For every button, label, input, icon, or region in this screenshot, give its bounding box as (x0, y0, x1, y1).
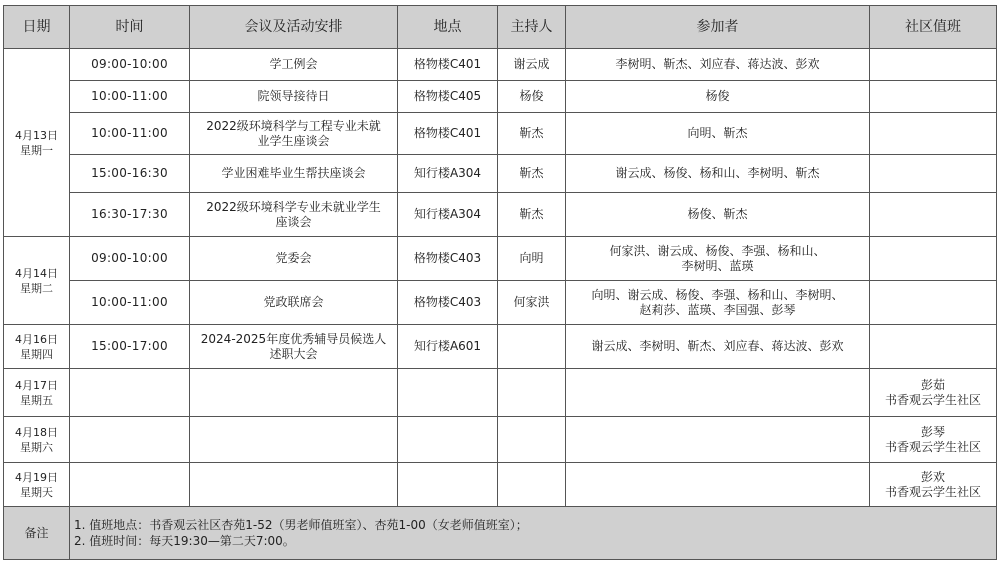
date-cell-line: 4月13日 (15, 128, 58, 142)
time-cell (70, 463, 190, 507)
table-row (4, 463, 997, 507)
date-cell-line: 星期五 (20, 393, 53, 407)
date-cell-line: 星期一 (20, 143, 53, 157)
location-cell: 格物楼C403 (398, 281, 498, 325)
date-cell-line: 星期六 (20, 440, 53, 454)
date-cell-line: 4月17日 (15, 378, 58, 392)
header-agenda: 会议及活动安排 (190, 6, 398, 49)
duty-cell-line: 彭茹 (920, 377, 945, 392)
agenda-cell-line: 2022级环境科学与工程专业未就 (206, 118, 381, 133)
agenda-cell (190, 81, 398, 113)
agenda-cell-line: 业学生座谈会 (257, 133, 330, 148)
header-row (4, 6, 997, 49)
time-cell: 10:00-11:00 (70, 281, 190, 325)
agenda-cell (190, 325, 398, 369)
participants-cell (566, 369, 870, 417)
participants-cell (566, 113, 870, 155)
date-cell-line: 星期天 (20, 485, 53, 499)
duty-cell (870, 113, 997, 155)
agenda-cell-line: 院领导接待日 (257, 89, 330, 103)
table-row (4, 193, 997, 237)
agenda-cell-line: 2024-2025年度优秀辅导员候选人 (200, 331, 387, 346)
agenda-cell (190, 237, 398, 281)
participants-cell (566, 417, 870, 463)
notes-content-line: 2. 值班时间：每天19:30—第二天7:00。 (74, 534, 295, 548)
location-cell: 知行楼A304 (398, 193, 498, 237)
date-cell-line: 星期四 (20, 347, 53, 361)
location-cell: 格物楼C401 (398, 49, 498, 81)
time-cell: 15:00-17:00 (70, 325, 190, 369)
location-cell (398, 369, 498, 417)
duty-cell-line: 书香观云学生社区 (884, 439, 981, 454)
table-row (4, 49, 997, 81)
participants-cell-line: 向明、谢云成、杨俊、李强、杨和山、李树明、 (591, 287, 844, 302)
participants-cell-line: 谢云成、杨俊、杨和山、李树明、靳杰 (615, 166, 820, 180)
notes-row (4, 507, 997, 560)
agenda-cell-line: 学工例会 (269, 57, 318, 71)
participants-cell-line: 向明、靳杰 (687, 126, 748, 140)
participants-cell (566, 463, 870, 507)
table-row (4, 281, 997, 325)
host-cell: 谢云成 (498, 49, 566, 81)
table-row (4, 417, 997, 463)
duty-cell (870, 463, 997, 507)
host-cell (498, 463, 566, 507)
duty-cell (870, 281, 997, 325)
agenda-cell (190, 369, 398, 417)
agenda-cell (190, 281, 398, 325)
date-cell-line: 4月18日 (15, 425, 58, 439)
host-cell: 靳杰 (498, 193, 566, 237)
agenda-cell (190, 463, 398, 507)
location-cell: 格物楼C403 (398, 237, 498, 281)
header-host: 主持人 (498, 6, 566, 49)
table-row (4, 325, 997, 369)
time-cell: 09:00-10:00 (70, 237, 190, 281)
table-row (4, 155, 997, 193)
participants-cell (566, 155, 870, 193)
location-cell: 格物楼C401 (398, 113, 498, 155)
participants-cell (566, 237, 870, 281)
agenda-cell (190, 193, 398, 237)
duty-cell-line: 彭欢 (920, 469, 945, 484)
duty-cell (870, 369, 997, 417)
duty-cell (870, 49, 997, 81)
participants-cell-line: 何家洪、谢云成、杨俊、李强、杨和山、 (609, 243, 826, 258)
schedule-table (3, 5, 997, 560)
header-date: 日期 (4, 6, 70, 49)
agenda-cell-line: 学业困难毕业生帮扶座谈会 (221, 166, 366, 180)
duty-cell (870, 193, 997, 237)
time-cell: 09:00-10:00 (70, 49, 190, 81)
agenda-cell-line: 党委会 (275, 251, 312, 265)
duty-cell (870, 325, 997, 369)
time-cell: 10:00-11:00 (70, 81, 190, 113)
participants-cell (566, 281, 870, 325)
duty-cell (870, 417, 997, 463)
duty-cell (870, 155, 997, 193)
header-participants: 参加者 (566, 6, 870, 49)
duty-cell-line: 书香观云学生社区 (884, 392, 981, 407)
duty-cell-line: 书香观云学生社区 (884, 484, 981, 499)
host-cell (498, 369, 566, 417)
schedule-body (4, 49, 997, 560)
participants-cell-line: 李树明、靳杰、刘应春、蒋达波、彭欢 (615, 57, 820, 71)
time-cell: 10:00-11:00 (70, 113, 190, 155)
notes-content-line: 1. 值班地点：书香观云社区杏苑1-52（男老师值班室）、杏苑1-00（女老师值班室）； (74, 518, 528, 532)
agenda-cell-line: 2022级环境科学专业未就业学生 (206, 199, 381, 214)
host-cell: 靳杰 (498, 113, 566, 155)
date-cell-line: 星期二 (20, 281, 53, 295)
agenda-cell-line: 座谈会 (275, 214, 312, 229)
host-cell: 何家洪 (498, 281, 566, 325)
host-cell: 靳杰 (498, 155, 566, 193)
header-time: 时间 (70, 6, 190, 49)
participants-cell (566, 193, 870, 237)
agenda-cell (190, 113, 398, 155)
date-cell-line: 4月19日 (15, 470, 58, 484)
table-row (4, 81, 997, 113)
location-cell: 知行楼A601 (398, 325, 498, 369)
duty-cell (870, 81, 997, 113)
duty-cell-line: 彭琴 (920, 424, 945, 439)
date-cell-line: 4月14日 (15, 266, 58, 280)
location-cell: 格物楼C405 (398, 81, 498, 113)
time-cell (70, 417, 190, 463)
date-cell (4, 463, 70, 507)
participants-cell-line: 杨俊 (705, 89, 730, 103)
date-cell (4, 417, 70, 463)
date-cell (4, 369, 70, 417)
location-cell (398, 417, 498, 463)
date-cell (4, 49, 70, 237)
participants-cell (566, 325, 870, 369)
participants-cell-line: 杨俊、靳杰 (687, 207, 748, 221)
location-cell (398, 463, 498, 507)
time-cell (70, 369, 190, 417)
table-row (4, 237, 997, 281)
date-cell-line: 4月16日 (15, 332, 58, 346)
time-cell: 16:30-17:30 (70, 193, 190, 237)
table-row (4, 369, 997, 417)
header-duty: 社区值班 (870, 6, 997, 49)
time-cell: 15:00-16:30 (70, 155, 190, 193)
duty-cell (870, 237, 997, 281)
table-row (4, 113, 997, 155)
agenda-cell (190, 155, 398, 193)
header-location: 地点 (398, 6, 498, 49)
participants-cell (566, 81, 870, 113)
agenda-cell-line: 述职大会 (269, 346, 318, 361)
agenda-cell (190, 417, 398, 463)
participants-cell (566, 49, 870, 81)
participants-cell-line: 赵莉莎、蓝瑛、李国强、彭琴 (639, 302, 796, 317)
participants-cell-line: 谢云成、李树明、靳杰、刘应春、蒋达波、彭欢 (591, 339, 844, 353)
host-cell: 杨俊 (498, 81, 566, 113)
notes-content (70, 507, 997, 560)
host-cell (498, 417, 566, 463)
date-cell (4, 237, 70, 325)
date-cell (4, 325, 70, 369)
host-cell: 向明 (498, 237, 566, 281)
location-cell: 知行楼A304 (398, 155, 498, 193)
agenda-cell-line: 党政联席会 (263, 295, 324, 309)
notes-label: 备注 (4, 507, 70, 560)
participants-cell-line: 李树明、蓝瑛 (681, 258, 754, 273)
host-cell (498, 325, 566, 369)
agenda-cell (190, 49, 398, 81)
